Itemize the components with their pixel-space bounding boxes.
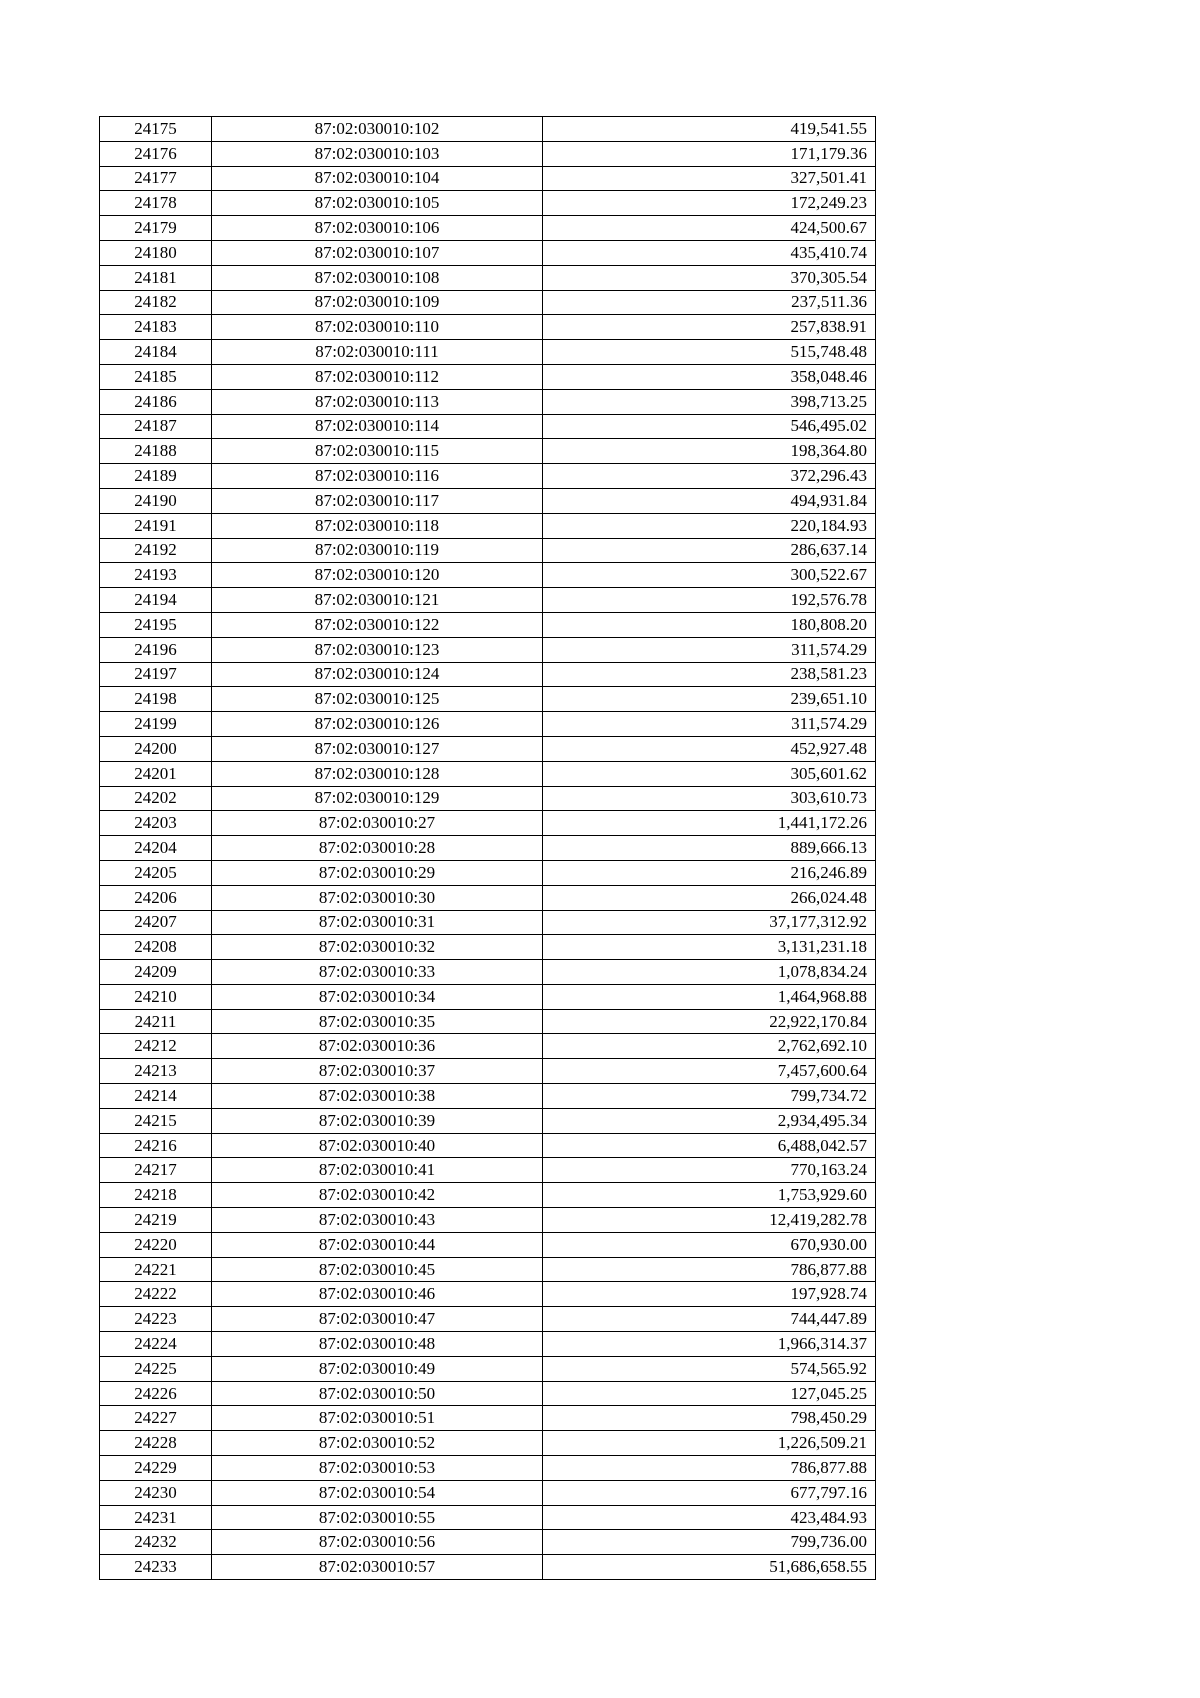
cadastral-value-cell: 786,877.88 [543,1456,876,1481]
row-number-cell: 24232 [100,1530,212,1555]
cadastral-value-cell: 286,637.14 [543,538,876,563]
cadastral-value-cell: 12,419,282.78 [543,1208,876,1233]
cadastral-value-cell: 799,736.00 [543,1530,876,1555]
row-number-cell: 24199 [100,712,212,737]
cadastral-value-cell: 423,484.93 [543,1505,876,1530]
cadastral-value-cell: 786,877.88 [543,1257,876,1282]
cadastral-value-cell: 452,927.48 [543,736,876,761]
table-row [100,1133,876,1158]
cadastral-number-cell: 87:02:030010:118 [212,513,543,538]
cadastral-number-cell: 87:02:030010:27 [212,811,543,836]
cadastral-number-cell: 87:02:030010:39 [212,1108,543,1133]
row-number-cell: 24211 [100,1009,212,1034]
table-row [100,1183,876,1208]
row-number-cell: 24198 [100,687,212,712]
cadastral-number-cell: 87:02:030010:54 [212,1480,543,1505]
cadastral-number-cell: 87:02:030010:103 [212,141,543,166]
row-number-cell: 24179 [100,216,212,241]
cadastral-number-cell: 87:02:030010:114 [212,414,543,439]
row-number-cell: 24205 [100,860,212,885]
cadastral-number-cell: 87:02:030010:106 [212,216,543,241]
row-number-cell: 24191 [100,513,212,538]
row-number-cell: 24184 [100,340,212,365]
cadastral-value-cell: 257,838.91 [543,315,876,340]
cadastral-value-cell: 22,922,170.84 [543,1009,876,1034]
cadastral-value-cell: 238,581.23 [543,662,876,687]
cadastral-number-cell: 87:02:030010:116 [212,464,543,489]
table-row [100,1456,876,1481]
table-row [100,811,876,836]
table-row [100,1108,876,1133]
cadastral-value-cell: 239,651.10 [543,687,876,712]
cadastral-value-cell: 1,226,509.21 [543,1431,876,1456]
table-row [100,389,876,414]
cadastral-value-cell: 435,410.74 [543,240,876,265]
cadastral-value-cell: 7,457,600.64 [543,1059,876,1084]
cadastral-number-cell: 87:02:030010:109 [212,290,543,315]
row-number-cell: 24192 [100,538,212,563]
cadastral-number-cell: 87:02:030010:43 [212,1208,543,1233]
row-number-cell: 24175 [100,117,212,142]
cadastral-number-cell: 87:02:030010:31 [212,910,543,935]
cadastral-number-cell: 87:02:030010:30 [212,885,543,910]
table-row [100,935,876,960]
row-number-cell: 24194 [100,588,212,613]
row-number-cell: 24193 [100,563,212,588]
table-row [100,240,876,265]
row-number-cell: 24227 [100,1406,212,1431]
cadastral-number-cell: 87:02:030010:122 [212,612,543,637]
cadastral-number-cell: 87:02:030010:53 [212,1456,543,1481]
cadastral-number-cell: 87:02:030010:126 [212,712,543,737]
cadastral-value-cell: 1,078,834.24 [543,960,876,985]
table-row [100,1282,876,1307]
table-row [100,761,876,786]
cadastral-number-cell: 87:02:030010:125 [212,687,543,712]
cadastral-value-cell: 172,249.23 [543,191,876,216]
table-row [100,662,876,687]
cadastral-number-cell: 87:02:030010:50 [212,1381,543,1406]
row-number-cell: 24197 [100,662,212,687]
cadastral-value-cell: 1,966,314.37 [543,1332,876,1357]
cadastral-number-cell: 87:02:030010:120 [212,563,543,588]
cadastral-value-cell: 192,576.78 [543,588,876,613]
cadastral-number-cell: 87:02:030010:128 [212,761,543,786]
table-row [100,1530,876,1555]
cadastral-number-cell: 87:02:030010:52 [212,1431,543,1456]
table-row [100,712,876,737]
table-row [100,1431,876,1456]
row-number-cell: 24209 [100,960,212,985]
cadastral-number-cell: 87:02:030010:121 [212,588,543,613]
cadastral-value-cell: 300,522.67 [543,563,876,588]
cadastral-number-cell: 87:02:030010:36 [212,1034,543,1059]
row-number-cell: 24222 [100,1282,212,1307]
cadastral-value-cell: 358,048.46 [543,364,876,389]
table-row [100,910,876,935]
table-row [100,588,876,613]
cadastral-number-cell: 87:02:030010:38 [212,1084,543,1109]
cadastral-value-cell: 770,163.24 [543,1158,876,1183]
cadastral-number-cell: 87:02:030010:127 [212,736,543,761]
row-number-cell: 24230 [100,1480,212,1505]
cadastral-number-cell: 87:02:030010:107 [212,240,543,265]
table-row [100,687,876,712]
cadastral-value-cell: 311,574.29 [543,637,876,662]
cadastral-number-cell: 87:02:030010:47 [212,1307,543,1332]
cadastral-number-cell: 87:02:030010:124 [212,662,543,687]
cadastral-value-cell: 1,753,929.60 [543,1183,876,1208]
cadastral-value-table [99,116,876,1580]
row-number-cell: 24224 [100,1332,212,1357]
table-row [100,439,876,464]
cadastral-value-cell: 51,686,658.55 [543,1555,876,1580]
cadastral-value-cell: 305,601.62 [543,761,876,786]
table-row [100,1158,876,1183]
row-number-cell: 24181 [100,265,212,290]
cadastral-number-cell: 87:02:030010:129 [212,786,543,811]
cadastral-value-cell: 574,565.92 [543,1356,876,1381]
cadastral-value-cell: 744,447.89 [543,1307,876,1332]
cadastral-value-cell: 799,734.72 [543,1084,876,1109]
row-number-cell: 24182 [100,290,212,315]
row-number-cell: 24202 [100,786,212,811]
row-number-cell: 24219 [100,1208,212,1233]
row-number-cell: 24185 [100,364,212,389]
cadastral-value-cell: 197,928.74 [543,1282,876,1307]
row-number-cell: 24210 [100,984,212,1009]
cadastral-value-cell: 494,931.84 [543,488,876,513]
cadastral-number-cell: 87:02:030010:33 [212,960,543,985]
row-number-cell: 24231 [100,1505,212,1530]
cadastral-number-cell: 87:02:030010:34 [212,984,543,1009]
cadastral-number-cell: 87:02:030010:104 [212,166,543,191]
row-number-cell: 24196 [100,637,212,662]
cadastral-number-cell: 87:02:030010:44 [212,1232,543,1257]
cadastral-number-cell: 87:02:030010:123 [212,637,543,662]
cadastral-value-cell: 2,762,692.10 [543,1034,876,1059]
cadastral-value-cell: 37,177,312.92 [543,910,876,935]
row-number-cell: 24212 [100,1034,212,1059]
cadastral-value-cell: 515,748.48 [543,340,876,365]
cadastral-value-cell: 798,450.29 [543,1406,876,1431]
cadastral-value-cell: 303,610.73 [543,786,876,811]
row-number-cell: 24223 [100,1307,212,1332]
table-row [100,364,876,389]
cadastral-value-cell: 889,666.13 [543,836,876,861]
cadastral-number-cell: 87:02:030010:108 [212,265,543,290]
cadastral-value-cell: 311,574.29 [543,712,876,737]
table-row [100,1232,876,1257]
cadastral-value-cell: 677,797.16 [543,1480,876,1505]
cadastral-value-cell: 180,808.20 [543,612,876,637]
row-number-cell: 24217 [100,1158,212,1183]
cadastral-value-cell: 3,131,231.18 [543,935,876,960]
table-row [100,1332,876,1357]
cadastral-number-cell: 87:02:030010:119 [212,538,543,563]
table-row [100,612,876,637]
table-row [100,340,876,365]
table-row [100,1356,876,1381]
row-number-cell: 24218 [100,1183,212,1208]
row-number-cell: 24233 [100,1555,212,1580]
row-number-cell: 24203 [100,811,212,836]
table-row [100,1480,876,1505]
cadastral-number-cell: 87:02:030010:51 [212,1406,543,1431]
table-row [100,315,876,340]
row-number-cell: 24215 [100,1108,212,1133]
table-row [100,1034,876,1059]
cadastral-number-cell: 87:02:030010:40 [212,1133,543,1158]
table-row [100,860,876,885]
row-number-cell: 24190 [100,488,212,513]
table-row [100,191,876,216]
row-number-cell: 24208 [100,935,212,960]
cadastral-number-cell: 87:02:030010:28 [212,836,543,861]
row-number-cell: 24229 [100,1456,212,1481]
row-number-cell: 24195 [100,612,212,637]
cadastral-number-cell: 87:02:030010:42 [212,1183,543,1208]
cadastral-number-cell: 87:02:030010:117 [212,488,543,513]
row-number-cell: 24177 [100,166,212,191]
table-row [100,1059,876,1084]
table-row [100,117,876,142]
table-row [100,885,876,910]
table-row [100,836,876,861]
table-row [100,414,876,439]
row-number-cell: 24180 [100,240,212,265]
table-body [100,117,876,1580]
table-row [100,290,876,315]
cadastral-number-cell: 87:02:030010:105 [212,191,543,216]
row-number-cell: 24213 [100,1059,212,1084]
table-row [100,141,876,166]
row-number-cell: 24188 [100,439,212,464]
table-row [100,216,876,241]
row-number-cell: 24220 [100,1232,212,1257]
table-row [100,1307,876,1332]
cadastral-value-cell: 546,495.02 [543,414,876,439]
cadastral-number-cell: 87:02:030010:112 [212,364,543,389]
table-row [100,1381,876,1406]
table-row [100,166,876,191]
cadastral-number-cell: 87:02:030010:111 [212,340,543,365]
cadastral-value-cell: 1,464,968.88 [543,984,876,1009]
cadastral-number-cell: 87:02:030010:57 [212,1555,543,1580]
cadastral-value-cell: 198,364.80 [543,439,876,464]
cadastral-number-cell: 87:02:030010:45 [212,1257,543,1282]
cadastral-number-cell: 87:02:030010:49 [212,1356,543,1381]
row-number-cell: 24176 [100,141,212,166]
cadastral-value-cell: 398,713.25 [543,389,876,414]
cadastral-value-cell: 220,184.93 [543,513,876,538]
table-row [100,984,876,1009]
cadastral-value-cell: 670,930.00 [543,1232,876,1257]
row-number-cell: 24226 [100,1381,212,1406]
table-row [100,637,876,662]
cadastral-number-cell: 87:02:030010:55 [212,1505,543,1530]
table-row [100,265,876,290]
cadastral-value-cell: 171,179.36 [543,141,876,166]
cadastral-number-cell: 87:02:030010:46 [212,1282,543,1307]
row-number-cell: 24187 [100,414,212,439]
table-row [100,488,876,513]
row-number-cell: 24189 [100,464,212,489]
cadastral-value-cell: 2,934,495.34 [543,1108,876,1133]
table-row [100,1009,876,1034]
row-number-cell: 24221 [100,1257,212,1282]
table-row [100,1555,876,1580]
table-row [100,538,876,563]
cadastral-number-cell: 87:02:030010:102 [212,117,543,142]
row-number-cell: 24214 [100,1084,212,1109]
table-row [100,513,876,538]
table-row [100,563,876,588]
cadastral-value-cell: 1,441,172.26 [543,811,876,836]
cadastral-value-cell: 327,501.41 [543,166,876,191]
row-number-cell: 24206 [100,885,212,910]
cadastral-number-cell: 87:02:030010:41 [212,1158,543,1183]
cadastral-number-cell: 87:02:030010:113 [212,389,543,414]
row-number-cell: 24200 [100,736,212,761]
table-row [100,1084,876,1109]
row-number-cell: 24228 [100,1431,212,1456]
table-row [100,960,876,985]
cadastral-value-cell: 266,024.48 [543,885,876,910]
cadastral-number-cell: 87:02:030010:37 [212,1059,543,1084]
cadastral-number-cell: 87:02:030010:56 [212,1530,543,1555]
cadastral-value-cell: 127,045.25 [543,1381,876,1406]
table-row [100,1505,876,1530]
row-number-cell: 24178 [100,191,212,216]
row-number-cell: 24204 [100,836,212,861]
row-number-cell: 24207 [100,910,212,935]
table-row [100,1406,876,1431]
cadastral-value-cell: 424,500.67 [543,216,876,241]
cadastral-value-cell: 216,246.89 [543,860,876,885]
cadastral-number-cell: 87:02:030010:48 [212,1332,543,1357]
cadastral-value-cell: 419,541.55 [543,117,876,142]
row-number-cell: 24201 [100,761,212,786]
table-row [100,736,876,761]
table-row [100,464,876,489]
cadastral-value-cell: 372,296.43 [543,464,876,489]
cadastral-number-cell: 87:02:030010:29 [212,860,543,885]
table-row [100,786,876,811]
row-number-cell: 24216 [100,1133,212,1158]
cadastral-value-cell: 370,305.54 [543,265,876,290]
table-row [100,1208,876,1233]
cadastral-number-cell: 87:02:030010:32 [212,935,543,960]
row-number-cell: 24186 [100,389,212,414]
cadastral-number-cell: 87:02:030010:115 [212,439,543,464]
table-row [100,1257,876,1282]
row-number-cell: 24183 [100,315,212,340]
cadastral-number-cell: 87:02:030010:35 [212,1009,543,1034]
cadastral-value-cell: 237,511.36 [543,290,876,315]
cadastral-value-cell: 6,488,042.57 [543,1133,876,1158]
row-number-cell: 24225 [100,1356,212,1381]
cadastral-number-cell: 87:02:030010:110 [212,315,543,340]
